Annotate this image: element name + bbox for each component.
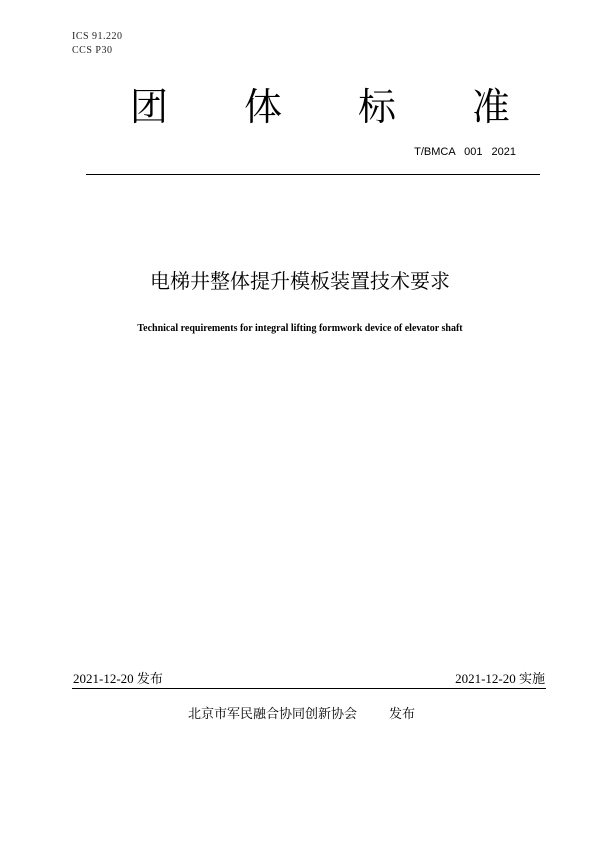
standard-type-heading [130, 82, 510, 132]
top-divider [86, 174, 540, 175]
standard-type-char: 准 [471, 85, 510, 129]
bottom-divider [72, 688, 546, 689]
standard-type-char: 标 [357, 85, 396, 129]
standard-type-char: 团 [130, 85, 169, 129]
document-title-english: Technical requirements for integral lifting formwork device of elevator shaft [137, 323, 463, 334]
ccs-code: CCS P30 [72, 45, 113, 56]
ics-code: ICS 91.220 [72, 31, 123, 42]
publisher-line [188, 706, 415, 724]
standard-type-char: 体 [243, 85, 282, 129]
document-title-chinese: 电梯井整体提升模板装置技术要求 [150, 269, 450, 293]
publisher-action: 发布 [389, 707, 416, 722]
publisher-name: 北京市军民融合协同创新协会 [188, 707, 358, 722]
standard-number: T/BMCA 001 2021 [414, 146, 516, 158]
publish-date: 2021-12-20 发布 [73, 671, 163, 686]
implementation-date: 2021-12-20 实施 [455, 671, 545, 686]
